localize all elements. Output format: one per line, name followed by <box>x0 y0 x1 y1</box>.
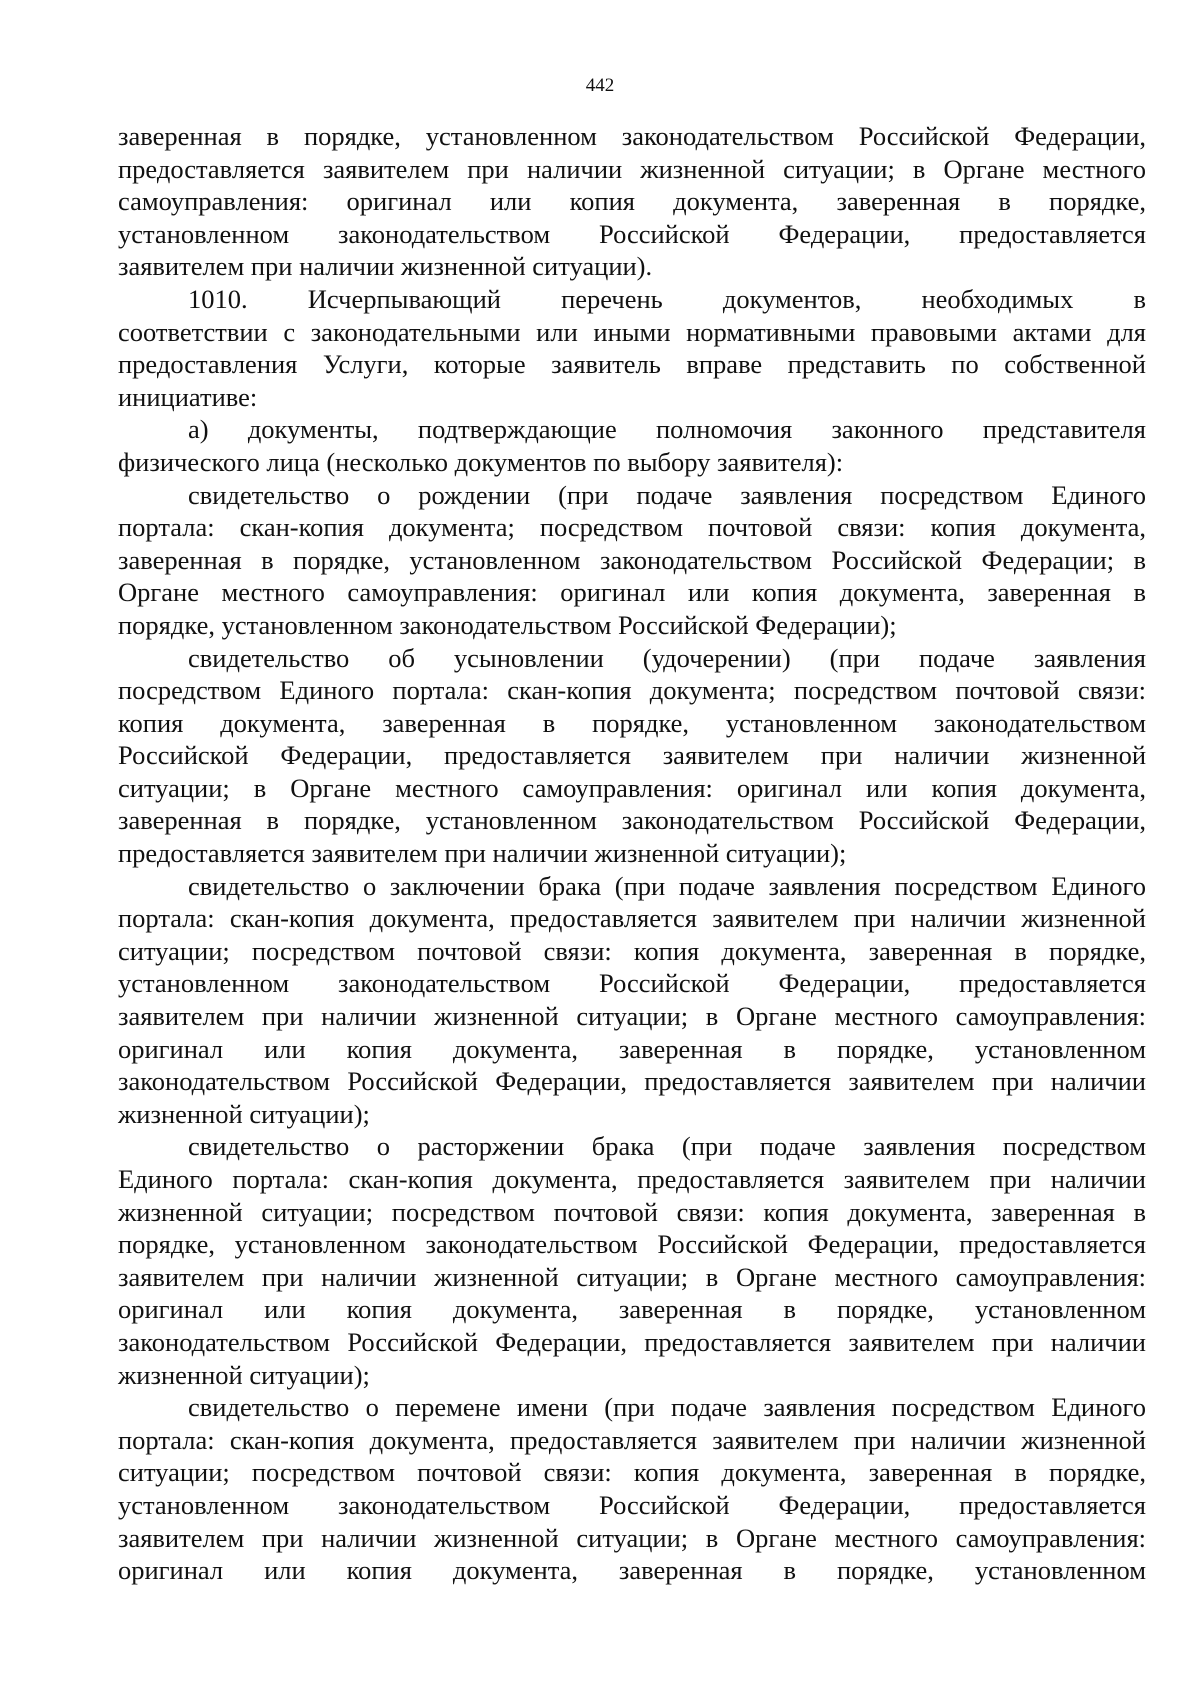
text-line: предоставляется заявителем при наличии жизненной ситуации; в Органе местного <box>118 153 1146 184</box>
text-line: заявителем при наличии жизненной ситуации; в Органе местного самоуправления: <box>118 1001 1146 1032</box>
text-line: портала: скан-копия документа, предоставляется заявителем при наличии жизненной <box>118 903 1146 934</box>
text-line: ситуации; посредством почтовой связи: копия документа, заверенная в порядке, <box>118 1457 1146 1488</box>
text-line: законодательством Российской Федерации, предоставляется заявителем при наличии <box>118 1326 1146 1357</box>
text-line: ситуации; посредством почтовой связи: копия документа, заверенная в порядке, <box>118 935 1146 966</box>
text-line: заявителем при наличии жизненной ситуации; в Органе местного самоуправления: <box>118 1261 1146 1292</box>
text-line: жизненной ситуации); <box>118 1359 370 1390</box>
text-line: установленном законодательством Российской Федерации, предоставляется <box>118 218 1146 249</box>
text-line: заверенная в порядке, установленном законодательством Российской Федерации, <box>118 805 1146 836</box>
page-number: 442 <box>585 75 615 96</box>
text-line: установленном законодательством Российской Федерации, предоставляется <box>118 968 1146 999</box>
text-line: самоуправления: оригинал или копия документа, заверенная в порядке, <box>118 186 1146 217</box>
text-line: заявителем при наличии жизненной ситуации; в Органе местного самоуправления: <box>118 1522 1146 1553</box>
text-line: жизненной ситуации; посредством почтовой связи: копия документа, заверенная в <box>118 1196 1146 1227</box>
text-line: законодательством Российской Федерации, предоставляется заявителем при наличии <box>118 1066 1146 1097</box>
text-line: заявителем при наличии жизненной ситуации). <box>118 251 653 282</box>
text-line: порядке, установленном законодательством Российской Федерации, предоставляется <box>118 1229 1146 1260</box>
document-body <box>118 120 1146 1587</box>
text-line: жизненной ситуации); <box>118 1098 370 1129</box>
text-line: 1010. Исчерпывающий перечень документов, необходимых в <box>188 283 1146 314</box>
text-line: Органе местного самоуправления: оригинал или копия документа, заверенная в <box>118 577 1146 608</box>
text-line: свидетельство о перемене имени (при подаче заявления посредством Единого <box>188 1392 1146 1423</box>
text-line: заверенная в порядке, установленном законодательством Российской Федерации, <box>118 121 1146 151</box>
text-line: установленном законодательством Российской Федерации, предоставляется <box>118 1489 1146 1520</box>
text-line: ситуации; в Органе местного самоуправления: оригинал или копия документа, <box>118 772 1146 803</box>
text-line: копия документа, заверенная в порядке, установленном законодательством <box>118 707 1146 738</box>
text-line: а) документы, подтверждающие полномочия законного представителя <box>188 414 1146 445</box>
text-line: портала: скан-копия документа; посредством почтовой связи: копия документа, <box>118 512 1146 543</box>
text-line: свидетельство о расторжении брака (при подаче заявления посредством <box>188 1131 1146 1162</box>
text-line: инициативе: <box>118 381 258 412</box>
text-line: заверенная в порядке, установленном законодательством Российской Федерации; в <box>118 544 1146 575</box>
text-line: посредством Единого портала: скан-копия документа; посредством почтовой связи: <box>118 675 1146 706</box>
text-line: соответствии с законодательными или иными нормативными правовыми актами для <box>118 316 1146 347</box>
text-line: свидетельство о рождении (при подаче заявления посредством Единого <box>188 479 1146 510</box>
text-line: порядке, установленном законодательством Российской Федерации); <box>118 609 897 640</box>
text-line: оригинал или копия документа, заверенная в порядке, установленном <box>118 1033 1146 1064</box>
text-line: Российской Федерации, предоставляется заявителем при наличии жизненной <box>118 740 1146 771</box>
text-line: оригинал или копия документа, заверенная в порядке, установленном <box>118 1294 1146 1325</box>
text-line: предоставления Услуги, которые заявитель вправе представить по собственной <box>118 349 1146 380</box>
text-line: Единого портала: скан-копия документа, предоставляется заявителем при наличии <box>118 1164 1146 1194</box>
text-line: предоставляется заявителем при наличии жизненной ситуации); <box>118 838 847 869</box>
text-line: свидетельство о заключении брака (при подаче заявления посредством Единого <box>188 870 1146 901</box>
text-line: свидетельство об усыновлении (удочерении) (при подаче заявления <box>188 642 1146 673</box>
text-line: физического лица (несколько документов по выбору заявителя): <box>118 446 844 477</box>
text-line: портала: скан-копия документа, предоставляется заявителем при наличии жизненной <box>118 1424 1146 1455</box>
text-line: оригинал или копия документа, заверенная в порядке, установленном <box>118 1555 1146 1586</box>
